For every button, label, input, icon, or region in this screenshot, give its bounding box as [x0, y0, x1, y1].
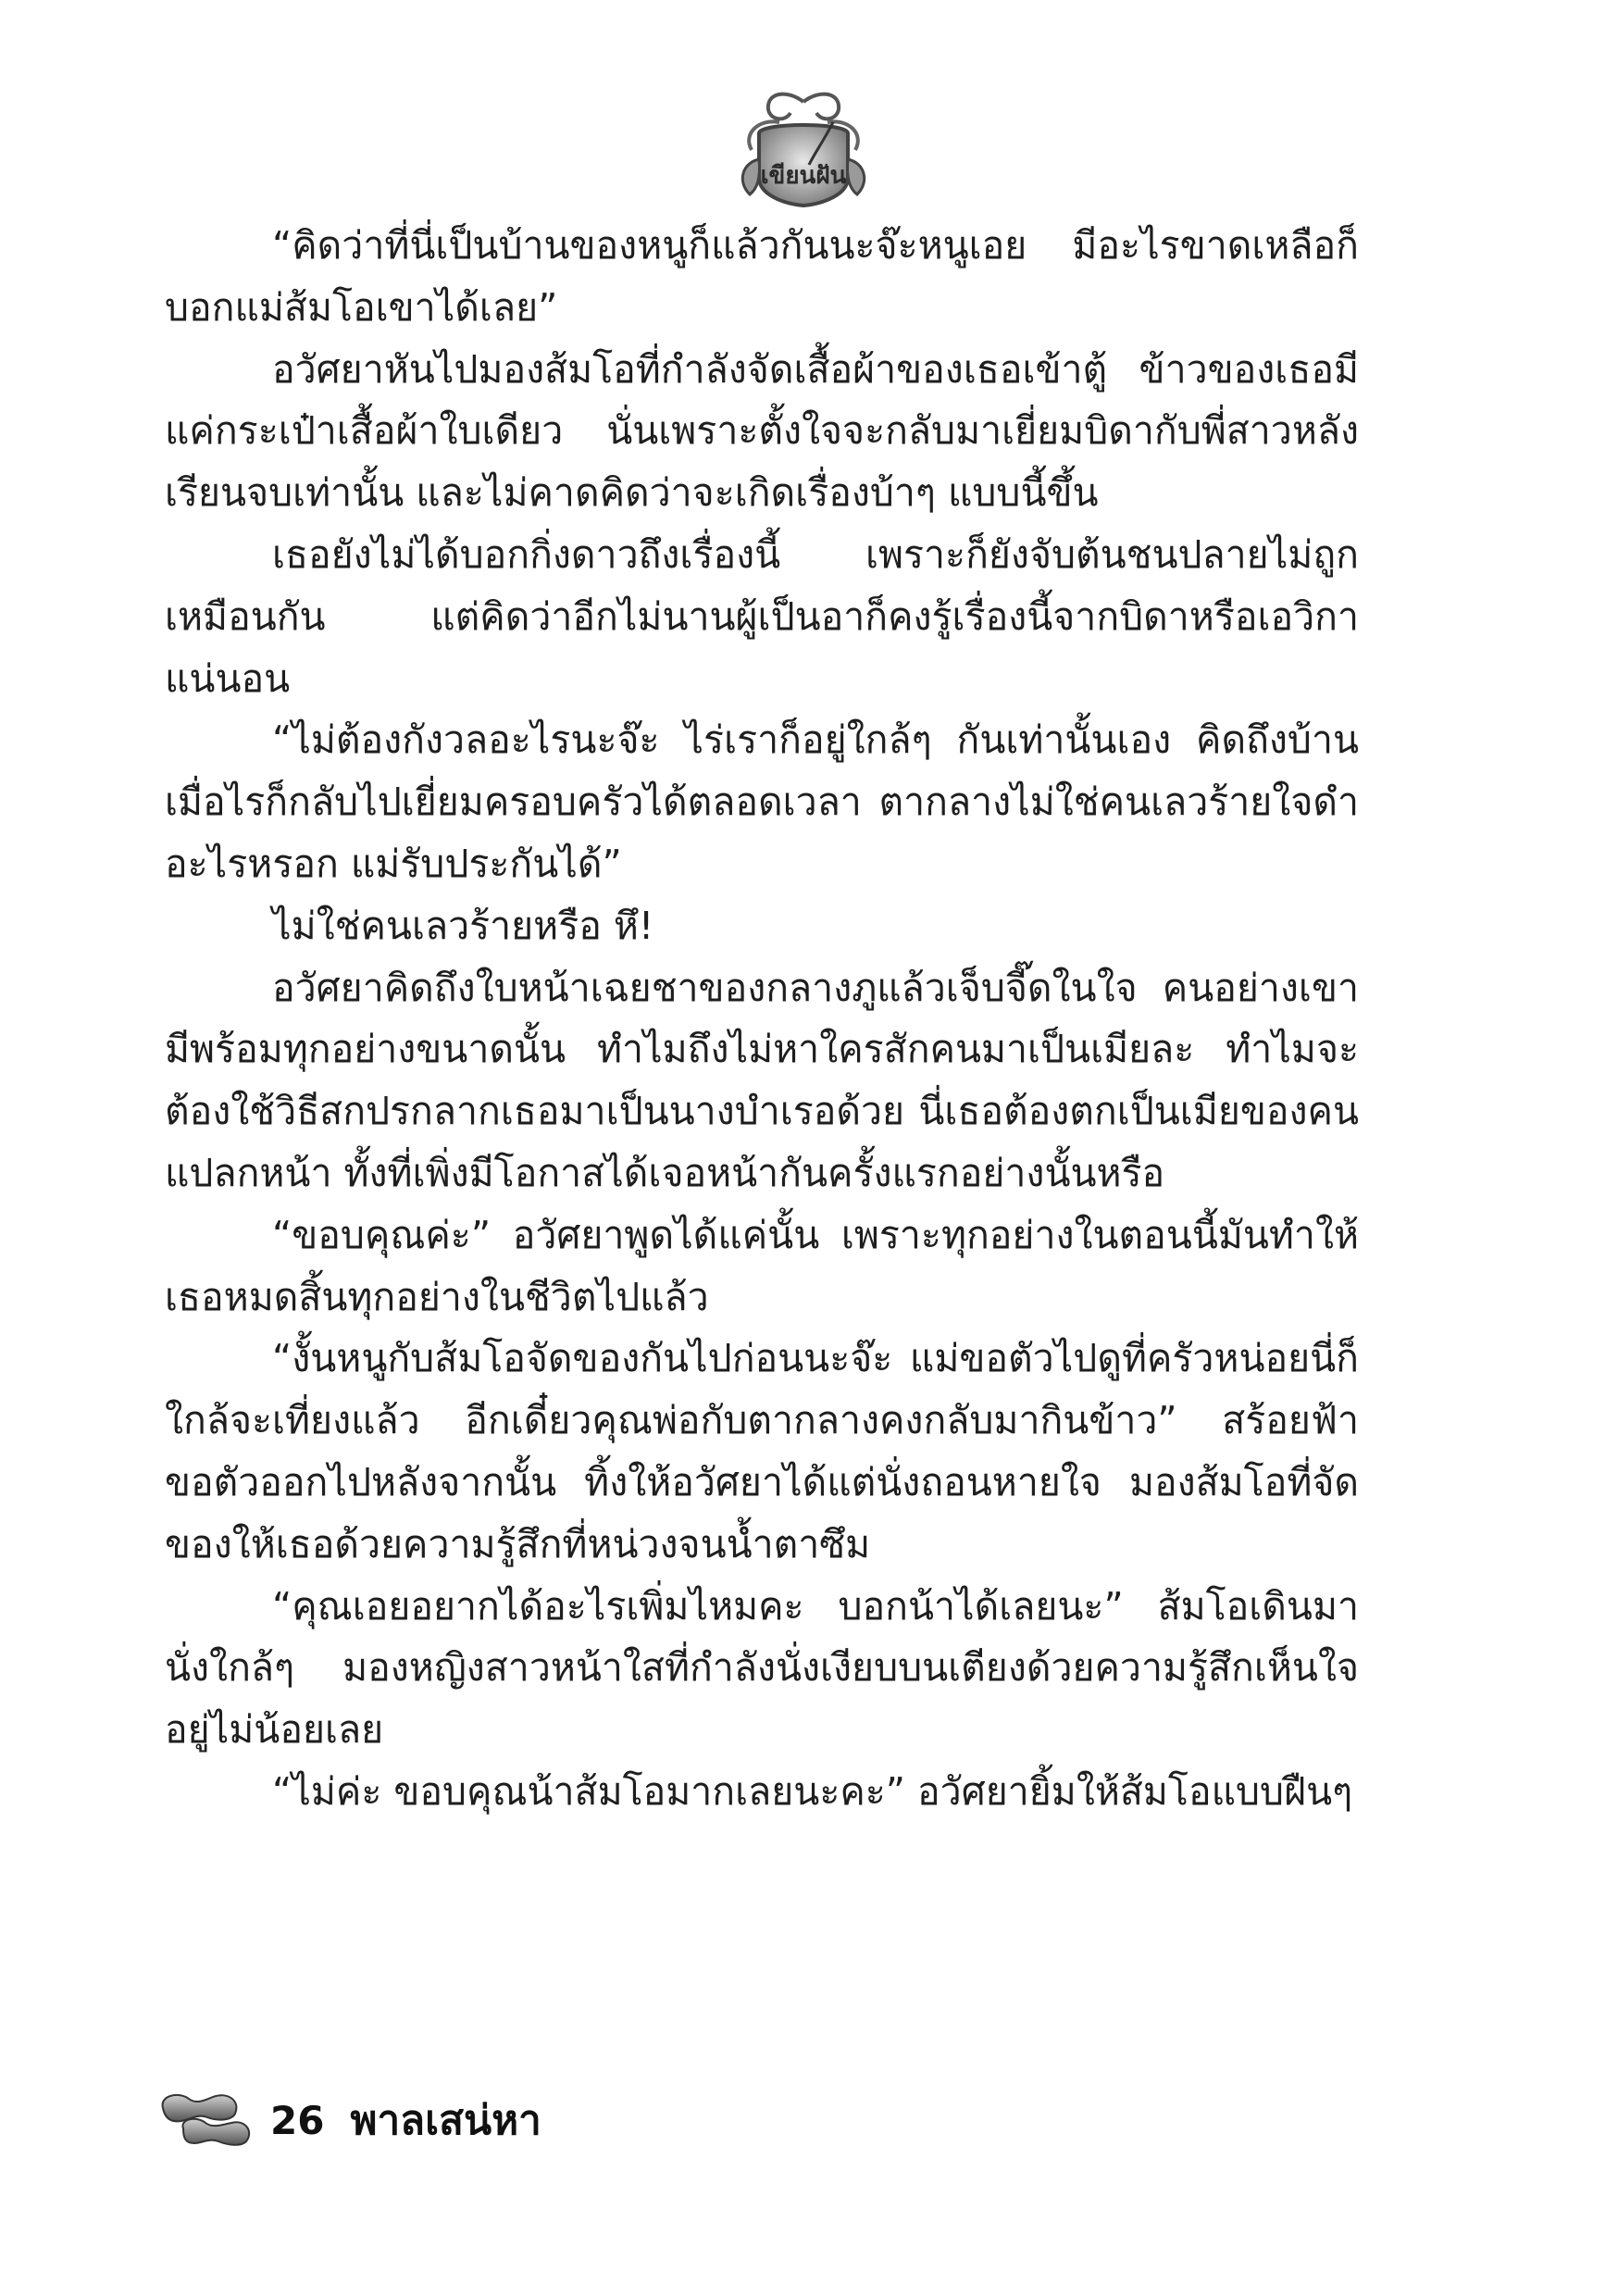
paragraph: “คุณเอยอยากได้อะไรเพิ่มไหมคะ บอกน้าได้เลยนะ” ส้มโอเดินมานั่งใกล้ๆ มองหญิงสาวหน้าใสที่กำลังนั่งเงียบบนเตียงด้วยความรู้สึกเห็นใจอยู่ไม่น้อยเลย [165, 1583, 1359, 1753]
paragraph: อวัศยาหันไปมองส้มโอที่กำลังจัดเสื้อผ้าของเธอเข้าตู้ ข้าวของเธอมีแค่กระเป๋าเสื้อผ้าใบเดียว นั่นเพราะตั้งใจจะกลับมาเยี่ยมบิดากับพี่สาวหลังเรียนจบเท่านั้น และไม่คาดคิดว่าจะเกิดเรื่องบ้าๆ แบบนี้ขึ้น [165, 346, 1359, 516]
paragraph: “คิดว่าที่นี่เป็นบ้านของหนูก็แล้วกันนะจ๊ะหนูเอย มีอะไรขาดเหลือก็บอกแม่ส้มโอเขาได้เลย” [165, 223, 1359, 330]
paragraph: “งั้นหนูกับส้มโอจัดของกันไปก่อนนะจ๊ะ แม่ขอตัวไปดูที่ครัวหน่อยนี่ก็ใกล้จะเที่ยงแล้ว อีกเดี๋ยวคุณพ่อกับตากลางคงกลับมากินข้าว” สร้อยฟ้าขอตัวออกไปหลังจากนั้น ทิ้งให้อวัศยาได้แต่นั่งถอนหายใจ มองส้มโอที่จัดของให้เธอด้วยความรู้สึกที่หน่วงจนน้ำตาซึม [165, 1336, 1359, 1566]
logo-text: เขียนฝัน [760, 162, 847, 190]
paragraph: ไม่ใช่คนเลวร้ายหรือ หึ! [272, 903, 654, 948]
paragraph: “ขอบคุณค่ะ” อวัศยาพูดได้แค่นั้น เพราะทุกอย่างในตอนนี้มันทำให้เธอหมดสิ้นทุกอย่างในชีวิตไปแล้ว [165, 1212, 1359, 1319]
paragraph: อวัศยาคิดถึงใบหน้าเฉยชาของกลางภูแล้วเจ็บจี๊ดในใจ คนอย่างเขามีพร้อมทุกอย่างขนาดนั้น ทำไมถึงไม่หาใครสักคนมาเป็นเมียละ ทำไมจะต้องใช้วิธีสกปรกลากเธอมาเป็นนางบำเรอด้วย นี่เธอต้องตกเป็นเมียของคนแปลกหน้า ทั้งที่เพิ่งมีโอกาสได้เจอหน้ากันครั้งแรกอย่างนั้นหรือ [165, 965, 1359, 1195]
header-logo [694, 85, 913, 215]
paragraph: เธอยังไม่ได้บอกกิ่งดาวถึงเรื่องนี้ เพราะก็ยังจับต้นชนปลายไม่ถูกเหมือนกัน แต่คิดว่าอีกไม่นานผู้เป็นอาก็คงรู้เรื่องนี้จากบิดาหรือเอวิกาแน่นอน [165, 531, 1359, 701]
paragraph: “ไม่ค่ะ ขอบคุณน้าส้มโอมากเลยนะคะ” อวัศยายิ้มให้ส้มโอแบบฝืนๆ [272, 1768, 1353, 1814]
page-footer [156, 2078, 803, 2162]
book-title: พาลเสน่หา [350, 2097, 541, 2144]
paragraph: “ไม่ต้องกังวลอะไรนะจ๊ะ ไร่เราก็อยู่ใกล้ๆ กันเท่านั้นเอง คิดถึงบ้านเมื่อไรก็กลับไปเยี่ยมครอบครัวได้ตลอดเวลา ตากลางไม่ใช่คนเลวร้ายใจดำอะไรหรอก แม่รับประกันได้” [165, 718, 1359, 886]
page-body [165, 215, 1359, 1823]
page-number: 26 [270, 2097, 325, 2143]
peanut-icon [156, 2088, 257, 2152]
